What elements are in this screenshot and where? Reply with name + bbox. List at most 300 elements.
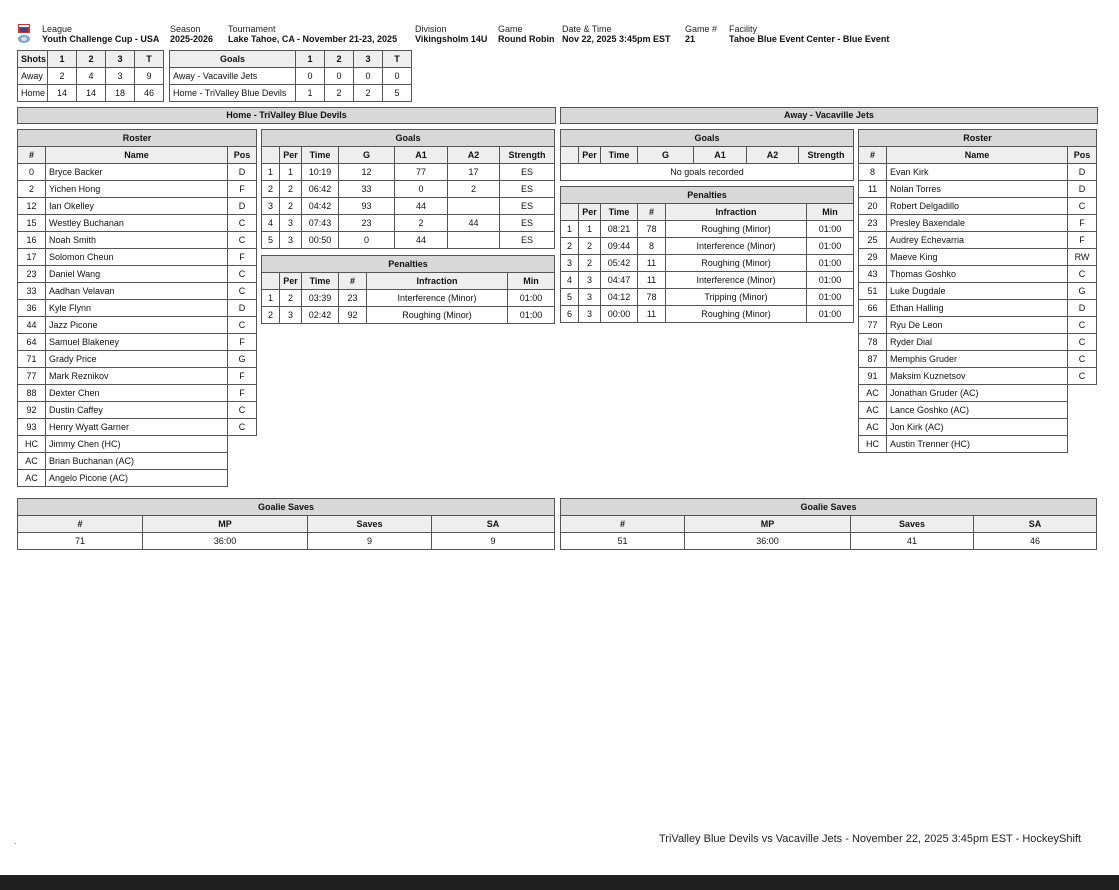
player-position: RW xyxy=(1068,249,1097,266)
table-cell: 93 xyxy=(339,198,395,215)
table-cell: 23 xyxy=(339,290,367,307)
column-header: G xyxy=(339,147,395,164)
table-cell: 03:39 xyxy=(302,290,339,307)
table-cell: Away - Vacaville Jets xyxy=(170,68,296,85)
column-header xyxy=(262,147,280,164)
table-cell: 5 xyxy=(561,289,579,306)
away-goalie-title: Goalie Saves xyxy=(561,499,1097,516)
table-cell: 4 xyxy=(262,215,280,232)
penalty-row xyxy=(561,289,854,306)
penalty-row xyxy=(561,306,854,323)
goal-row xyxy=(262,181,555,198)
player-name: Thomas Goshko xyxy=(887,266,1068,283)
column-header: # xyxy=(561,516,685,533)
player-position: C xyxy=(228,266,257,283)
table-cell: 04:42 xyxy=(302,198,339,215)
player-name: Robert Delgadillo xyxy=(887,198,1068,215)
player-name: Memphis Gruder xyxy=(887,351,1068,368)
player-number: 51 xyxy=(859,283,887,300)
roster-row xyxy=(18,368,257,385)
column-header: # xyxy=(859,147,887,164)
player-name: Presley Baxendale xyxy=(887,215,1068,232)
table-cell: 2 xyxy=(579,255,601,272)
table-cell: 04:12 xyxy=(601,289,638,306)
roster-row xyxy=(18,317,257,334)
home-penalties-title: Penalties xyxy=(262,256,555,273)
table-cell: 5 xyxy=(262,232,280,249)
away-goals-title: Goals xyxy=(561,130,854,147)
table-cell: 01:00 xyxy=(807,272,854,289)
column-header: 2 xyxy=(325,51,354,68)
player-name: Maksim Kuznetsov xyxy=(887,368,1068,385)
goalie-stat: 71 xyxy=(18,533,143,550)
column-header: Infraction xyxy=(666,204,807,221)
column-header xyxy=(561,204,579,221)
table-cell: 44 xyxy=(395,232,448,249)
goalie-stat: 51 xyxy=(561,533,685,550)
table-cell: 1 xyxy=(579,221,601,238)
column-header: T xyxy=(135,51,164,68)
table-cell: 01:00 xyxy=(807,238,854,255)
shots-table xyxy=(17,50,164,102)
player-position: D xyxy=(1068,164,1097,181)
player-number: 77 xyxy=(18,368,46,385)
table-cell: 06:42 xyxy=(302,181,339,198)
player-name: Evan Kirk xyxy=(887,164,1068,181)
table-cell: 46 xyxy=(135,85,164,102)
table-cell: 2 xyxy=(262,181,280,198)
penalty-row xyxy=(561,255,854,272)
home-team-band: Home - TriValley Blue Devils xyxy=(17,107,556,124)
player-position: F xyxy=(1068,232,1097,249)
penalty-row xyxy=(561,272,854,289)
player-name: Kyle Flynn xyxy=(46,300,228,317)
player-name: Ryder Dial xyxy=(887,334,1068,351)
column-header: # xyxy=(339,273,367,290)
table-cell: 0 xyxy=(395,181,448,198)
player-position: D xyxy=(228,164,257,181)
player-name: Ethan Halling xyxy=(887,300,1068,317)
player-number: 88 xyxy=(18,385,46,402)
table-cell: 78 xyxy=(638,221,666,238)
empty-cell xyxy=(1068,402,1097,419)
table-cell: 07:43 xyxy=(302,215,339,232)
roster-row xyxy=(859,368,1097,385)
table-cell: 04:47 xyxy=(601,272,638,289)
table-cell: 1 xyxy=(280,164,302,181)
staff-name: Lance Goshko (AC) xyxy=(887,402,1068,419)
goal-row xyxy=(262,232,555,249)
footer-caption: TriValley Blue Devils vs Vacaville Jets - November 22, 2025 3:45pm EST - HockeyShift xyxy=(659,833,1082,845)
meta-game-number: Game # 21 xyxy=(685,24,718,44)
goalie-stat: 36:00 xyxy=(685,533,851,550)
player-name: Solomon Cheun xyxy=(46,249,228,266)
meta-league: League Youth Challenge Cup - USA xyxy=(42,24,160,44)
column-header: SA xyxy=(974,516,1097,533)
table-cell: 3 xyxy=(280,307,302,324)
column-header: A2 xyxy=(448,147,500,164)
table-cell: 01:00 xyxy=(807,221,854,238)
table-cell: 4 xyxy=(561,272,579,289)
player-number: 33 xyxy=(18,283,46,300)
column-header: Min xyxy=(508,273,555,290)
table-cell: ES xyxy=(500,198,555,215)
player-name: Grady Price xyxy=(46,351,228,368)
home-penalties-table xyxy=(261,255,555,324)
table-cell: 00:00 xyxy=(601,306,638,323)
table-cell: 14 xyxy=(77,85,106,102)
away-roster-table xyxy=(858,129,1097,453)
player-name: Henry Wyatt Garner xyxy=(46,419,228,436)
table-cell: 2 xyxy=(325,85,354,102)
table-cell: 2 xyxy=(262,307,280,324)
player-number: 8 xyxy=(859,164,887,181)
column-header: Saves xyxy=(851,516,974,533)
roster-row xyxy=(859,300,1097,317)
player-name: Dexter Chen xyxy=(46,385,228,402)
table-cell xyxy=(448,232,500,249)
empty-cell xyxy=(228,436,257,453)
bottom-bar xyxy=(0,875,1119,890)
player-name: Daniel Wang xyxy=(46,266,228,283)
column-header: Name xyxy=(887,147,1068,164)
roster-row xyxy=(859,215,1097,232)
table-cell xyxy=(448,198,500,215)
player-position: D xyxy=(228,198,257,215)
table-cell: 0 xyxy=(383,68,412,85)
staff-name: Austin Trenner (HC) xyxy=(887,436,1068,453)
table-cell: 2 xyxy=(395,215,448,232)
table-cell: 3 xyxy=(280,215,302,232)
roster-row xyxy=(859,334,1097,351)
meta-facility: Facility Tahoe Blue Event Center - Blue Event xyxy=(729,24,890,44)
player-name: Ryu De Leon xyxy=(887,317,1068,334)
home-goalie-title: Goalie Saves xyxy=(18,499,555,516)
player-position: G xyxy=(228,351,257,368)
staff-row xyxy=(859,402,1097,419)
player-name: Dustin Caffey xyxy=(46,402,228,419)
table-cell: 2 xyxy=(280,181,302,198)
roster-row xyxy=(859,181,1097,198)
player-position: C xyxy=(228,232,257,249)
staff-name: Jon Kirk (AC) xyxy=(887,419,1068,436)
player-number: 87 xyxy=(859,351,887,368)
player-number: 64 xyxy=(18,334,46,351)
roster-row xyxy=(859,232,1097,249)
player-name: Aadhan Velavan xyxy=(46,283,228,300)
league-logo-icon xyxy=(17,24,31,44)
roster-row xyxy=(18,385,257,402)
roster-row xyxy=(859,249,1097,266)
table-cell: 33 xyxy=(339,181,395,198)
meta-tournament: Tournament Lake Tahoe, CA - November 21-23, 2025 xyxy=(228,24,398,44)
table-cell: 4 xyxy=(77,68,106,85)
player-position: C xyxy=(228,283,257,300)
table-cell: 01:00 xyxy=(508,290,555,307)
table-cell: 00:50 xyxy=(302,232,339,249)
roster-row xyxy=(859,164,1097,181)
player-name: Mark Reznikov xyxy=(46,368,228,385)
roster-row xyxy=(18,249,257,266)
table-cell: 2 xyxy=(354,85,383,102)
player-number: 92 xyxy=(18,402,46,419)
staff-name: Brian Buchanan (AC) xyxy=(46,453,228,470)
table-cell: 8 xyxy=(638,238,666,255)
staff-role: AC xyxy=(859,402,887,419)
player-position: F xyxy=(228,385,257,402)
player-position: C xyxy=(1068,266,1097,283)
empty-cell xyxy=(1068,436,1097,453)
column-header: Pos xyxy=(228,147,257,164)
table-cell: Interference (Minor) xyxy=(666,238,807,255)
table-cell: 11 xyxy=(638,272,666,289)
table-cell: 11 xyxy=(638,306,666,323)
player-position: C xyxy=(1068,317,1097,334)
staff-row xyxy=(18,453,257,470)
goalie-stat: 9 xyxy=(308,533,432,550)
column-header: Time xyxy=(601,204,638,221)
table-cell: ES xyxy=(500,181,555,198)
player-number: 78 xyxy=(859,334,887,351)
column-header: Time xyxy=(601,147,638,164)
goals-summary-row xyxy=(170,85,412,102)
player-number: 16 xyxy=(18,232,46,249)
column-header: Name xyxy=(46,147,228,164)
player-position: C xyxy=(1068,198,1097,215)
roster-row xyxy=(18,164,257,181)
player-number: 25 xyxy=(859,232,887,249)
player-number: 44 xyxy=(18,317,46,334)
roster-row xyxy=(18,198,257,215)
goal-row xyxy=(262,198,555,215)
roster-row xyxy=(18,181,257,198)
staff-name: Jonathan Gruder (AC) xyxy=(887,385,1068,402)
player-number: 11 xyxy=(859,181,887,198)
player-position: F xyxy=(228,334,257,351)
table-cell: Roughing (Minor) xyxy=(666,306,807,323)
roster-row xyxy=(18,334,257,351)
roster-row xyxy=(18,283,257,300)
table-cell: ES xyxy=(500,232,555,249)
player-position: D xyxy=(228,300,257,317)
table-cell: Home xyxy=(18,85,48,102)
goals-summary-row xyxy=(170,68,412,85)
player-number: 15 xyxy=(18,215,46,232)
player-position: C xyxy=(228,317,257,334)
table-cell: 9 xyxy=(135,68,164,85)
player-name: Luke Dugdale xyxy=(887,283,1068,300)
table-cell: 1 xyxy=(561,221,579,238)
staff-row xyxy=(859,419,1097,436)
player-name: Bryce Backer xyxy=(46,164,228,181)
table-cell: 92 xyxy=(339,307,367,324)
player-name: Yichen Hong xyxy=(46,181,228,198)
goals-summary-table xyxy=(169,50,412,102)
staff-role: AC xyxy=(859,385,887,402)
shots-row xyxy=(18,68,164,85)
player-position: C xyxy=(228,419,257,436)
column-header: Goals xyxy=(170,51,296,68)
player-position: D xyxy=(1068,181,1097,198)
player-number: 93 xyxy=(18,419,46,436)
player-position: F xyxy=(228,249,257,266)
table-cell: 78 xyxy=(638,289,666,306)
table-cell: 2 xyxy=(280,198,302,215)
player-number: 23 xyxy=(18,266,46,283)
roster-row xyxy=(18,232,257,249)
column-header: Strength xyxy=(799,147,854,164)
player-number: 29 xyxy=(859,249,887,266)
column-header: # xyxy=(18,147,46,164)
home-goals-table xyxy=(261,129,555,249)
column-header: 1 xyxy=(48,51,77,68)
staff-name: Jimmy Chen (HC) xyxy=(46,436,228,453)
player-name: Samuel Blakeney xyxy=(46,334,228,351)
column-header: MP xyxy=(685,516,851,533)
table-cell: ES xyxy=(500,164,555,181)
player-number: 36 xyxy=(18,300,46,317)
table-cell: 12 xyxy=(339,164,395,181)
roster-row xyxy=(859,283,1097,300)
table-cell: 01:00 xyxy=(807,255,854,272)
roster-row xyxy=(18,419,257,436)
goal-row xyxy=(262,164,555,181)
empty-cell xyxy=(1068,419,1097,436)
player-number: 20 xyxy=(859,198,887,215)
table-cell: 3 xyxy=(579,306,601,323)
player-position: C xyxy=(228,402,257,419)
player-name: Jazz Picone xyxy=(46,317,228,334)
table-cell: Interference (Minor) xyxy=(666,272,807,289)
staff-role: AC xyxy=(18,453,46,470)
staff-role: AC xyxy=(859,419,887,436)
player-position: G xyxy=(1068,283,1097,300)
table-cell: 5 xyxy=(383,85,412,102)
table-cell: Away xyxy=(18,68,48,85)
roster-row xyxy=(18,266,257,283)
player-position: F xyxy=(228,181,257,198)
empty-cell xyxy=(228,470,257,487)
column-header: Infraction xyxy=(367,273,508,290)
column-header: Shots xyxy=(18,51,48,68)
home-roster-title: Roster xyxy=(18,130,257,147)
player-number: 0 xyxy=(18,164,46,181)
home-goals-title: Goals xyxy=(262,130,555,147)
column-header: Pos xyxy=(1068,147,1097,164)
goalie-row xyxy=(18,533,555,550)
goalie-stat: 46 xyxy=(974,533,1097,550)
table-cell: 44 xyxy=(448,215,500,232)
roster-row xyxy=(18,351,257,368)
footer-dot: . xyxy=(14,836,17,846)
table-cell: 17 xyxy=(448,164,500,181)
player-name: Audrey Echevarria xyxy=(887,232,1068,249)
table-cell: Interference (Minor) xyxy=(367,290,508,307)
column-header: Per xyxy=(579,204,601,221)
column-header: 2 xyxy=(77,51,106,68)
player-position: D xyxy=(1068,300,1097,317)
player-position: C xyxy=(1068,351,1097,368)
table-cell: 23 xyxy=(339,215,395,232)
meta-season: Season 2025-2026 xyxy=(170,24,214,44)
table-cell: 6 xyxy=(561,306,579,323)
roster-row xyxy=(859,317,1097,334)
empty-cell xyxy=(1068,385,1097,402)
away-team-band: Away - Vacaville Jets xyxy=(560,107,1098,124)
table-cell: 09:44 xyxy=(601,238,638,255)
player-position: C xyxy=(1068,368,1097,385)
home-roster-table xyxy=(17,129,257,487)
column-header: MP xyxy=(143,516,308,533)
table-cell: 01:00 xyxy=(807,289,854,306)
away-goals-table xyxy=(560,129,854,181)
goalie-stat: 36:00 xyxy=(143,533,308,550)
table-cell: 1 xyxy=(262,290,280,307)
goalie-stat: 9 xyxy=(432,533,555,550)
column-header: 1 xyxy=(296,51,325,68)
staff-row xyxy=(859,436,1097,453)
table-cell: 2 xyxy=(280,290,302,307)
column-header: SA xyxy=(432,516,555,533)
column-header xyxy=(262,273,280,290)
table-cell: 44 xyxy=(395,198,448,215)
meta-division: Division Vikingsholm 14U xyxy=(415,24,488,44)
table-cell: 0 xyxy=(339,232,395,249)
roster-row xyxy=(18,215,257,232)
away-penalties-title: Penalties xyxy=(561,187,854,204)
table-cell: 0 xyxy=(354,68,383,85)
column-header: A1 xyxy=(694,147,747,164)
column-header: Time xyxy=(302,273,339,290)
table-cell: 3 xyxy=(262,198,280,215)
table-cell: Home - TriValley Blue Devils xyxy=(170,85,296,102)
table-cell: 0 xyxy=(325,68,354,85)
table-cell: 0 xyxy=(296,68,325,85)
player-name: Maeve King xyxy=(887,249,1068,266)
column-header: Strength xyxy=(500,147,555,164)
column-header: Time xyxy=(302,147,339,164)
table-cell: 01:00 xyxy=(807,306,854,323)
player-number: 17 xyxy=(18,249,46,266)
staff-row xyxy=(859,385,1097,402)
table-cell: 3 xyxy=(106,68,135,85)
roster-row xyxy=(859,266,1097,283)
player-number: 2 xyxy=(18,181,46,198)
column-header: Per xyxy=(280,273,302,290)
penalty-row xyxy=(561,238,854,255)
goalie-stat: 41 xyxy=(851,533,974,550)
table-cell: 05:42 xyxy=(601,255,638,272)
player-number: 77 xyxy=(859,317,887,334)
column-header xyxy=(561,147,579,164)
roster-row xyxy=(18,402,257,419)
staff-row xyxy=(18,436,257,453)
player-position: F xyxy=(228,368,257,385)
player-name: Noah Smith xyxy=(46,232,228,249)
empty-cell xyxy=(228,453,257,470)
away-goalie-saves-table xyxy=(560,498,1097,550)
player-position: F xyxy=(1068,215,1097,232)
player-number: 43 xyxy=(859,266,887,283)
player-number: 91 xyxy=(859,368,887,385)
table-cell: 3 xyxy=(561,255,579,272)
table-cell: 14 xyxy=(48,85,77,102)
table-cell: 3 xyxy=(579,272,601,289)
table-cell: Roughing (Minor) xyxy=(666,221,807,238)
column-header: Min xyxy=(807,204,854,221)
table-cell: 1 xyxy=(296,85,325,102)
table-cell: Roughing (Minor) xyxy=(666,255,807,272)
